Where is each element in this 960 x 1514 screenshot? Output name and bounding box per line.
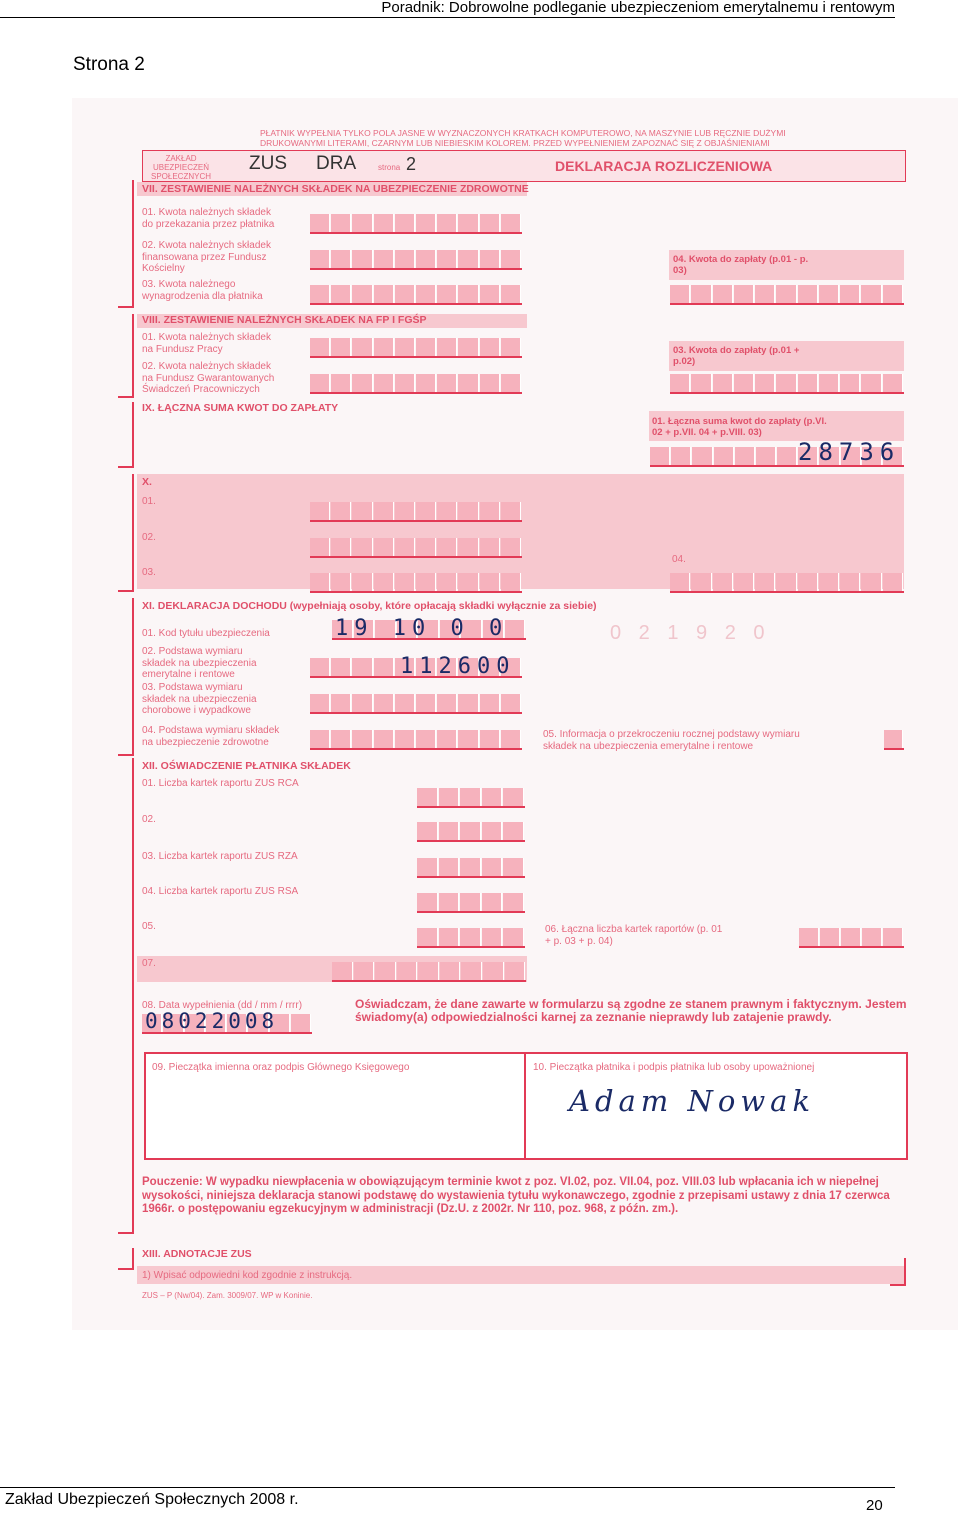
page-header: Poradnik: Dobrowolne podleganie ubezpieczeniom emerytalnemu i rentowym <box>0 0 895 18</box>
s7-04-label: 04. Kwota do zapłaty (p.01 - p. 03) <box>673 254 809 276</box>
s10-bracket <box>118 474 134 592</box>
s11-bracket <box>118 598 134 756</box>
s10-02-cells[interactable] <box>310 538 522 558</box>
s9-title: IX. ŁĄCZNA SUMA KWOT DO ZAPŁATY <box>142 402 339 414</box>
s8-01-label: 01. Kwota należnych składek na Fundusz Pracy <box>142 332 271 355</box>
s12-07-cells[interactable] <box>332 962 526 982</box>
s12-04-cells[interactable] <box>417 893 525 913</box>
s10-band <box>137 474 904 589</box>
footnote: 1) Wpisać odpowiedni kod zgodnie z instrukcją. <box>142 1270 353 1281</box>
statement: Oświadczam, że dane zawarte w formularzu są zgodne ze stanem prawnym i faktycznym. Jestem świadomy(a) odpowiedzialności karnej za zeznanie nieprawdy lub zatajenie prawdy. <box>355 997 907 1024</box>
s11-03-cells[interactable] <box>310 694 522 714</box>
s12-05-label: 05. <box>142 921 156 932</box>
s13-title: XIII. ADNOTACJE ZUS <box>142 1248 252 1260</box>
s12-09-label: 09. Pieczątka imienna oraz podpis Głównego Księgowego <box>152 1062 410 1073</box>
s8-bracket <box>118 314 134 398</box>
s9-01-label: 01. Łączna suma kwot do zapłaty (p.VI. 02 + p.VII. 04 + p.VIII. 03) <box>652 416 827 438</box>
s12-07-label: 07. <box>142 958 156 969</box>
s7-bracket <box>118 180 134 308</box>
form-scan <box>72 98 958 1330</box>
s10-01-label: 01. <box>142 496 156 507</box>
s10-title: X. <box>142 476 152 488</box>
s11-01-value: 19 10 0 0 <box>335 616 509 641</box>
dra-code: DRA <box>316 153 357 174</box>
s12-02-cells[interactable] <box>417 822 525 842</box>
pouczenie: Pouczenie: W wypadku niewpłacenia w obowiązującym terminie kwot z poz. VI.02, poz. VII.04, poz. VIII.03 lub wpłacania ich w niepełnej wysokości, niniejsza deklaracja stanowi podstawę do wystawienia tytułu wykonawczego, zgodnie z przepisami ustawy z dnia 17 czerwca 1966r. o postępowaniu egzekucyjnym w administracji (Dz.U. z 2002r. Nr 110, poz. 968, z późn. zm.). <box>142 1176 890 1215</box>
s10-04-cells[interactable] <box>670 573 904 593</box>
strona-value: 2 <box>406 154 417 174</box>
s7-02-label: 02. Kwota należnych składek finansowana przez Fundusz Kościelny <box>142 240 271 274</box>
s11-05-cell[interactable] <box>884 730 904 750</box>
s12-bracket <box>118 758 134 1234</box>
s8-03-label: 03. Kwota do zapłaty (p.01 + p.02) <box>673 345 800 367</box>
s12-title: XII. OŚWIADCZENIE PŁATNIKA SKŁADEK <box>142 760 351 772</box>
s11-title: XI. DEKLARACJA DOCHODU (wypełniają osoby, które opłacają składki wyłącznie za siebie) <box>142 600 597 612</box>
s11-02-label: 02. Podstawa wymiaru składek na ubezpieczenia emerytalne i rentowe <box>142 646 257 680</box>
s12-05-cells[interactable] <box>417 928 525 948</box>
s12-10-label: 10. Pieczątka płatnika i podpis płatnika lub osoby upoważnionej <box>533 1062 815 1073</box>
s10-01-cells[interactable] <box>310 502 522 522</box>
strona-label: strona <box>378 163 401 172</box>
s7-01-cells[interactable] <box>310 214 522 234</box>
s8-01-cells[interactable] <box>310 338 522 358</box>
s7-03-label: 03. Kwota należnego wynagrodzenia dla płatnika <box>142 279 263 302</box>
zus-label: ZAKŁAD UBEZPIECZEŃ SPOŁECZNYCH <box>150 154 211 181</box>
s9-01-value: 28736 <box>798 438 901 466</box>
s7-04-cells[interactable] <box>670 285 904 305</box>
s11-01-ghost: 0 2 1 9 2 0 <box>610 622 771 644</box>
s11-02-value: 112600 <box>400 654 516 679</box>
s12-03-label: 03. Liczba kartek raportu ZUS RZA <box>142 851 298 862</box>
s12-01-cells[interactable] <box>417 788 525 808</box>
s8-02-label: 02. Kwota należnych składek na Fundusz Gwarantowanych Świadczeń Pracowniczych <box>142 361 275 395</box>
s12-06-label: 06. Łączna liczba kartek raportów (p. 01 + p. 03 + p. 04) <box>545 924 723 947</box>
s11-01-label: 01. Kod tytułu ubezpieczenia <box>142 628 270 639</box>
s10-03-cells[interactable] <box>310 573 522 593</box>
s13-bracket-left <box>118 1248 134 1270</box>
s13-bracket-right <box>890 1258 906 1286</box>
footer-left: Zakład Ubezpieczeń Społecznych 2008 r. <box>5 1491 299 1508</box>
s8-02-cells[interactable] <box>310 374 522 394</box>
signature: Adam Nowak <box>569 1084 816 1118</box>
s12-03-cells[interactable] <box>417 858 525 878</box>
zus-code: ZUS <box>249 153 287 174</box>
s11-04-cells[interactable] <box>310 730 522 750</box>
s11-05-label: 05. Informacja o przekroczeniu rocznej podstawy wymiaru składek na ubezpieczenia emerytalne i rentowe <box>543 729 800 752</box>
s12-04-label: 04. Liczba kartek raportu ZUS RSA <box>142 886 299 897</box>
s10-02-label: 02. <box>142 532 156 543</box>
s8-03-cells[interactable] <box>670 374 904 394</box>
s8-title: VIII. ZESTAWIENIE NALEŻNYCH SKŁADEK NA FP I FGŚP <box>142 314 427 326</box>
footer-rule <box>0 1487 895 1488</box>
s12-06-cells[interactable] <box>799 928 904 948</box>
s9-bracket <box>118 402 134 468</box>
s7-03-cells[interactable] <box>310 285 522 305</box>
s12-02-label: 02. <box>142 814 156 825</box>
s11-03-label: 03. Podstawa wymiaru składek na ubezpieczenia chorobowe i wypadkowe <box>142 682 257 716</box>
s10-04-label: 04. <box>672 554 686 565</box>
top-note: PŁATNIK WYPEŁNIA TYLKO POLA JASNE W WYZNACZONYCH KRATKACH KOMPUTEROWO, NA MASZYNIE LUB RĘCZNIE DUŻYMI DRUKOWANYMI LITERAMI, CZARNYM LUB NIEBIESKIM KOLOREM. PRZED WYPEŁNIENIEM ZAPOZNAĆ SIĘ Z OBJAŚNIENIAMI <box>260 128 786 148</box>
page-label: Strona 2 <box>73 54 145 75</box>
printer-note: ZUS – P (Nw/04). Zam. 3009/07. WP w Koninie. <box>142 1291 313 1300</box>
s11-04-label: 04. Podstawa wymiaru składek na ubezpieczenie zdrowotne <box>142 725 280 748</box>
s12-08-label: 08. Data wypełnienia (dd / mm / rrrr) <box>142 1000 303 1011</box>
page-number: 20 <box>866 1497 883 1514</box>
form-title: DEKLARACJA ROZLICZENIOWA <box>555 158 773 174</box>
s12-01-label: 01. Liczba kartek raportu ZUS RCA <box>142 778 299 789</box>
s12-08-value: 08022008 <box>145 1009 279 1033</box>
s7-title: VII. ZESTAWIENIE NALEŻNYCH SKŁADEK NA UBEZPIECZENIE ZDROWOTNE <box>142 183 529 195</box>
s7-02-cells[interactable] <box>310 250 522 270</box>
s7-01-label: 01. Kwota należnych składek do przekazania przez płatnika <box>142 207 275 230</box>
s10-03-label: 03. <box>142 567 156 578</box>
